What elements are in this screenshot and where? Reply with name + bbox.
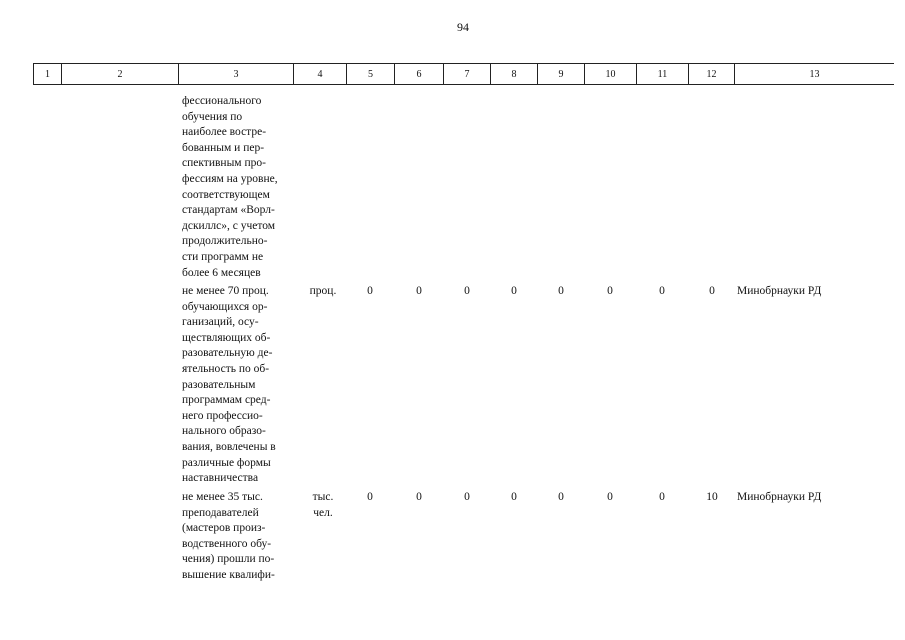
description-line: вышение квалифи- — [182, 568, 275, 581]
header-top-rule — [33, 63, 894, 64]
description-line: него профессио- — [182, 409, 263, 422]
description-line: бованным и пер- — [182, 141, 265, 154]
value-cell: 0 — [464, 491, 470, 503]
indicator-description — [182, 94, 289, 281]
description-line: более 6 месяцев — [182, 266, 261, 279]
description-line: ществляющих об- — [182, 331, 271, 344]
description-line: обучающихся ор- — [182, 300, 268, 313]
description-line: (мастеров произ- — [182, 522, 266, 535]
description-line: разовательную де- — [182, 347, 273, 360]
responsible-executor: Минобрнауки РД — [737, 285, 822, 297]
description-line: обучения по — [182, 110, 243, 123]
value-cell: 0 — [659, 491, 665, 503]
column-header-10: 10 — [605, 69, 616, 80]
unit-of-measure — [303, 284, 343, 300]
description-line: преподавателей — [182, 506, 259, 519]
value-cell: 0 — [607, 491, 613, 503]
column-header-8: 8 — [511, 69, 517, 80]
page-number: 94 — [457, 20, 469, 34]
unit-of-measure — [303, 490, 343, 521]
value-cell: 0 — [416, 285, 422, 297]
description-line: фессиям на уровне, — [182, 172, 278, 185]
description-line: наставничества — [182, 472, 259, 485]
description-line: нального образо- — [182, 425, 266, 438]
value-cell: 0 — [464, 285, 470, 297]
value-cell: 0 — [416, 491, 422, 503]
value-cell: 0 — [367, 491, 373, 503]
value-cell: 0 — [709, 285, 715, 297]
value-cell: 0 — [558, 491, 564, 503]
indicator-description — [182, 284, 289, 487]
value-cell: 0 — [659, 285, 665, 297]
description-line: спективным про- — [182, 157, 266, 170]
value-cell: 10 — [706, 491, 718, 503]
column-header-11: 11 — [657, 69, 668, 80]
header-bottom-rule — [33, 84, 894, 85]
description-line: разовательным — [182, 378, 256, 391]
value-cell: 0 — [511, 491, 517, 503]
description-line: наиболее востре- — [182, 126, 267, 139]
description-line: соответствующем — [182, 188, 270, 201]
unit-line: проц. — [309, 285, 337, 297]
responsible-executor: Минобрнауки РД — [737, 491, 822, 503]
description-line: стандартам «Ворл- — [182, 204, 275, 217]
column-header-13: 13 — [809, 69, 820, 80]
description-line: не менее 70 проц. — [182, 285, 269, 297]
value-cell: 0 — [511, 285, 517, 297]
value-cell: 0 — [607, 285, 613, 297]
description-line: ятельность по об- — [182, 362, 270, 375]
description-line: фессионального — [182, 95, 262, 107]
column-header-9: 9 — [558, 69, 564, 80]
column-header-3: 3 — [233, 69, 239, 80]
column-header-5: 5 — [368, 69, 373, 80]
description-line: сти программ не — [182, 250, 264, 263]
column-header-7: 7 — [464, 69, 470, 80]
description-line: ганизаций, осу- — [182, 316, 259, 329]
description-line: вания, вовлечены в — [182, 440, 276, 453]
column-header-1: 1 — [45, 69, 50, 80]
column-header-6: 6 — [416, 69, 422, 80]
indicator-description — [182, 490, 289, 584]
value-cell: 0 — [558, 285, 564, 297]
description-line: водственного обу- — [182, 537, 272, 550]
unit-line: тыс. — [312, 491, 334, 503]
column-header-2: 2 — [117, 69, 123, 80]
value-cell: 0 — [367, 285, 373, 297]
description-line: дскиллс», с учетом — [182, 219, 276, 232]
description-line: продолжительно- — [182, 235, 268, 248]
unit-line: чел. — [313, 506, 333, 519]
column-header-4: 4 — [317, 69, 323, 80]
description-line: чения) прошли по- — [182, 553, 275, 566]
description-line: не менее 35 тыс. — [182, 491, 263, 503]
description-line: различные формы — [182, 456, 271, 469]
description-line: программам сред- — [182, 394, 271, 407]
column-header-12: 12 — [706, 69, 717, 80]
